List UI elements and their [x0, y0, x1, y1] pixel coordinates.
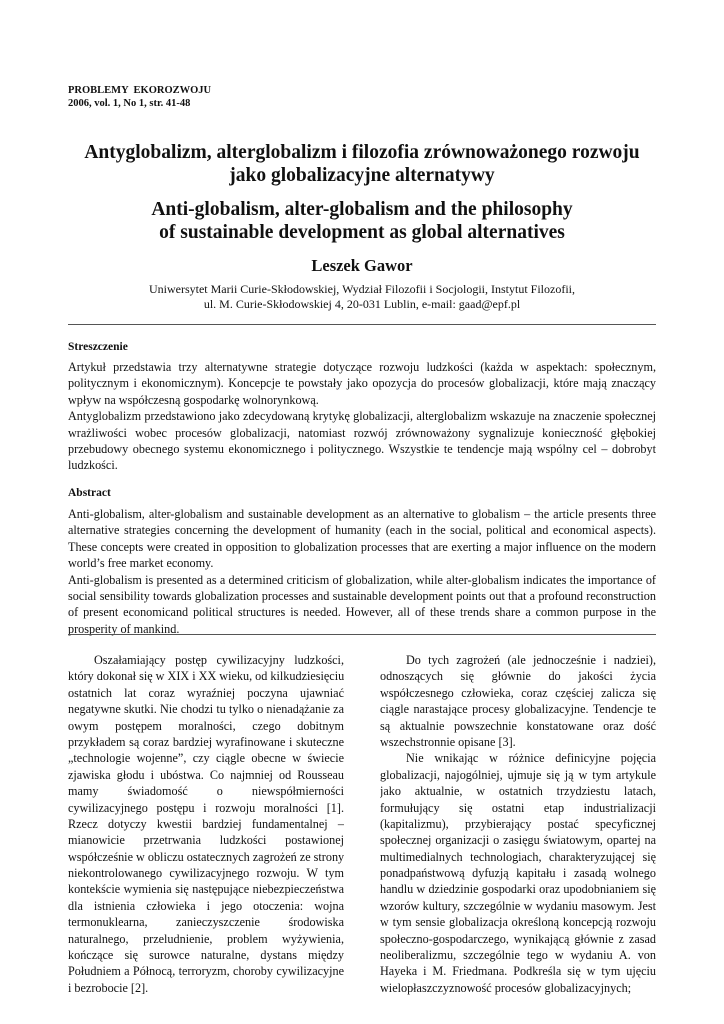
text-line: przebudowy obecnego systemu ekonomicznego i politycznego. Wszystkie te tendencje mają wspólny cel – dobrobyt — [68, 441, 656, 456]
text-line: kończące się surowce naturalne, dystans między — [68, 948, 344, 963]
journal-citation: 2006, vol. 1, No 1, str. 41-48 — [68, 97, 191, 109]
text-line: cywilizacyjnego postępu i rozwoju moralności [1]. — [68, 800, 344, 815]
text-line: Antyglobalizm przedstawiono jako zdecydowaną krytykę globalizacji, alterglobalizm wskazuje na znaczenie społecznej — [68, 409, 656, 424]
text-line: i bezrobocie [2]. — [68, 980, 149, 995]
text-line: wpływ na współczesną gospodarkę wolnorynkową. — [68, 392, 319, 407]
text-line: termonuklearna, zanieczyszczenie środowiska — [68, 915, 344, 930]
text-line: mianowicie przetrwania ludzkości postawionej — [68, 833, 344, 848]
text-line: Południem a Północą, terroryzm, choroby cywilizacyjne — [68, 964, 344, 979]
text-line: Anti-globalism is presented as a determined criticism of globalization, while alter-globalism indicates the importance of — [68, 572, 656, 587]
text-line: który dokonał się w XIX i XX wieku, od kilkudziesięciu — [68, 669, 344, 684]
text-line: handlu w dziedzinie gospodarki oraz upodobnianiem się — [380, 882, 656, 897]
text-line: globalizacji, najogólniej, ujmuje się ją w tym artykule — [380, 767, 656, 782]
text-line: ludzkości. — [68, 458, 118, 473]
text-line: neoliberalizmu, szczególnie tego w wydaniu A. von — [380, 948, 656, 963]
text-line: prosperity of mankind. — [68, 621, 180, 636]
text-line: jako aktualnie, w ostatnich trzydziestu latach, — [380, 784, 656, 799]
paragraph — [380, 652, 656, 750]
author-affiliation — [0, 282, 724, 312]
text-line: ponadpaństwową dyfuzją kapitału i zasadą wolnego — [380, 866, 656, 881]
text-line: odnoszących się głównie do jakości życia — [380, 669, 656, 684]
title-polish — [40, 141, 684, 187]
streszczenie-body — [68, 359, 656, 474]
title-english-line: Anti-globalism, alter-globalism and the philosophy — [151, 199, 573, 220]
text-line: multimedialnych technologiach, charakteryzującej się — [380, 849, 656, 864]
text-line: są aktualnie powszechnie konstatowane oraz dość — [380, 718, 656, 733]
abstract-heading: Abstract — [68, 487, 111, 499]
text-line: formułujący się ostatni etap industrializacji — [380, 800, 656, 815]
author-name: Leszek Gawor — [311, 256, 413, 275]
paragraph — [68, 408, 656, 474]
text-line: Artykuł przedstawia trzy alternatywne strategie dotyczące rozwoju ludzkości (każda w aspektach: społecznym, — [68, 360, 656, 374]
text-line: world’s free market economy. — [68, 556, 214, 571]
text-line: naturalnego, przeludnienie, problem wyżywienia, — [68, 931, 344, 946]
text-line: wszechstronnie opisane [3]. — [380, 734, 516, 749]
paragraph — [68, 652, 344, 996]
text-line: ciągle narastające procesy globalizacyjne. Tendencje te — [380, 702, 656, 717]
paragraph — [68, 506, 656, 572]
text-line: These concepts were created in opposition to globalization processes that are exerting a major influence on the modern — [68, 539, 656, 554]
divider-bottom — [68, 634, 656, 635]
streszczenie-heading: Streszczenie — [68, 341, 128, 353]
journal-name: PROBLEMY EKOROZWOJU — [68, 85, 212, 96]
text-line: w tym sensie globalizacja określoną koncepcją rozwoju — [380, 915, 656, 930]
title-english-line: of sustainable development as global alternatives — [159, 222, 565, 243]
text-line: społeczno-gospodarczego, wynikającą głównie z zasad — [380, 931, 656, 946]
text-line: Rzecz dotyczy kwestii bardziej fundamentalnej – — [68, 816, 344, 831]
text-line: współczesnego człowieka, coraz częściej zalicza się — [380, 685, 656, 700]
text-line: „technologie wojenne”, czy ciągle obecne w świecie — [68, 751, 344, 766]
text-line: społecznej organizacji o zasięgu światowym, opartej na — [380, 833, 656, 848]
paragraph — [68, 359, 656, 408]
text-line: of present economicand political structures is needed. However, all of these trends share a common purpose in the — [68, 605, 656, 620]
text-line: zjawiska głodu i ubóstwa. Co najmniej od Rousseau — [68, 767, 344, 782]
body-column-right — [380, 652, 656, 996]
journal-header — [68, 85, 211, 110]
text-line: Anti-globalism, alter-globalism and sustainable development as an alternative to globalism – the article presents three — [68, 507, 656, 521]
text-line: współcześnie w obliczu ostatecznych zagrożeń ze strony — [68, 849, 344, 864]
abstract-body — [68, 506, 656, 637]
paragraph — [68, 572, 656, 638]
title-polish-line: Antyglobalizm, alterglobalizm i filozofia zrównoważonego rozwoju — [84, 142, 640, 163]
affiliation-line: Uniwersytet Marii Curie-Skłodowskiej, Wydział Filozofii i Socjologii, Instytut Filozofii, — [148, 282, 576, 296]
text-line: wzorów kultury, szczególnie w wydaniu masowym. Jest — [380, 898, 656, 913]
text-line: Hayeka i M. Friedmana. Podkreśla się w tym ujęciu — [380, 964, 656, 979]
text-line: mamy świadomość o niewspółmierności — [68, 784, 344, 799]
text-line: wielopłaszczyznowość procesów globalizacyjnych; — [380, 980, 632, 995]
text-line: Do tych zagrożeń (ale jednocześnie i nadziei), — [406, 653, 656, 667]
divider-top — [68, 324, 656, 325]
body-column-left — [68, 652, 344, 996]
paragraph — [380, 750, 656, 996]
text-line: dla istnienia człowieka i jego otoczenia: wojna — [68, 898, 344, 913]
title-english — [40, 198, 684, 244]
text-line: ostatnich lat coraz wyraźniej poczyna ujawniać — [68, 685, 344, 700]
affiliation-line: ul. M. Curie-Skłodowskiej 4, 20-031 Lublin, e-mail: gaad@epf.pl — [203, 297, 521, 311]
text-line: social sensibility towards globalization processes and sustainable development points out that a profound reconstruction — [68, 588, 656, 603]
text-line: negatywne skutki. Nie chodzi tu tylko o nienadążanie za — [68, 702, 344, 717]
text-line: przykładem są coraz bardziej wyrafinowane i skuteczne — [68, 734, 344, 749]
text-line: Nie wnikając w różnice definicyjne pojęcia — [406, 751, 656, 766]
title-polish-line: jako globalizacyjne alternatywy — [229, 165, 495, 186]
text-line: alternative strategies concerning the development of humanity (each in the social, political and economical aspects). — [68, 523, 656, 538]
text-line: (kapitalizmu), przybierający postać specyficznej — [380, 816, 656, 831]
text-line: kontekście wymienia się następujące niebezpieczeństwa — [68, 882, 344, 897]
text-line: politycznym i ekonomicznym). Koncepcje te powstały jako opozycja do procesów globalizacji, które mają znaczący — [68, 376, 656, 391]
text-line: niekontrolowanego cywilizacyjnego rozwoju. W tym — [68, 866, 344, 881]
text-line: Oszałamiający postęp cywilizacyjny ludzkości, — [94, 653, 344, 667]
text-line: wrażliwości wobec procesów globalizacji, natomiast rozwój zrównoważony sygnalizuje konieczność głębokiej — [68, 425, 656, 440]
text-line: owym postępem moralności, czego dobitnym — [68, 718, 344, 733]
